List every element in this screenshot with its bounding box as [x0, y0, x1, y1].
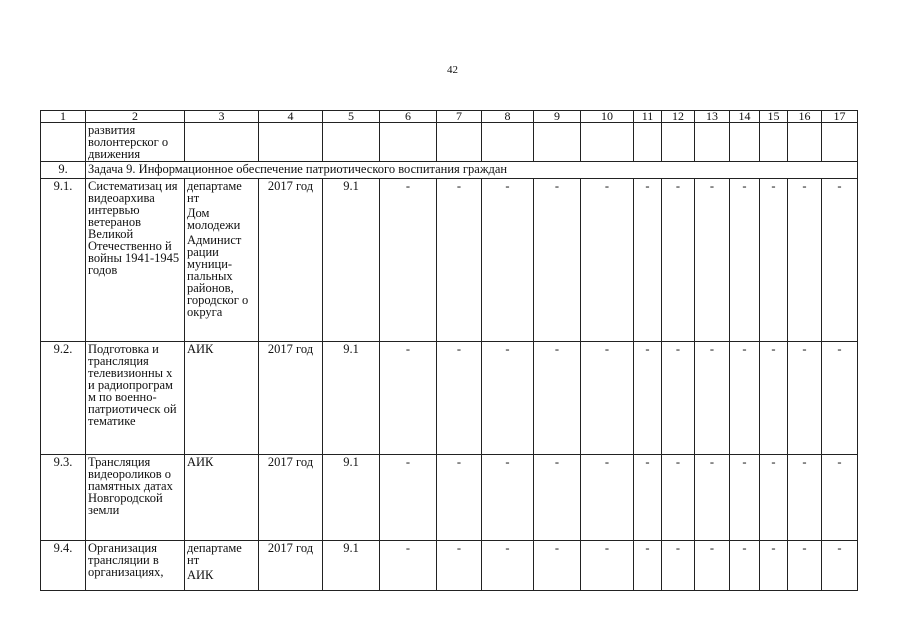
value-cell: - — [662, 342, 695, 455]
value-cell: - — [730, 455, 760, 541]
column-header: 12 — [662, 111, 695, 123]
executors-cell — [185, 455, 259, 541]
value-cell: - — [662, 455, 695, 541]
table-row — [41, 541, 858, 591]
column-header: 7 — [437, 111, 482, 123]
column-number-header-row — [41, 111, 858, 123]
table-row — [41, 342, 858, 455]
value-cell: - — [482, 342, 534, 455]
value-cell: - — [760, 342, 788, 455]
year: 2017 год — [259, 179, 323, 342]
value-cell: - — [822, 342, 858, 455]
task-row — [41, 162, 858, 179]
activity-name: Подготовка и трансляция телевизионны х и радиопрограм м по военно-патриотическ ой тематике — [86, 342, 185, 455]
value-cell: - — [437, 541, 482, 591]
value-cell: - — [534, 541, 581, 591]
value-cell: - — [437, 342, 482, 455]
row-number: 9.4. — [41, 541, 86, 591]
value-cell: - — [482, 455, 534, 541]
activity-name: Систематизац ия видеоархива интервью ветеранов Великой Отечественно й войны 1941-1945 годов — [86, 179, 185, 342]
activity-name: Трансляция видеороликов о памятных датах Новгородской земли — [86, 455, 185, 541]
year: 2017 год — [259, 541, 323, 591]
column-header: 16 — [788, 111, 822, 123]
table-row — [41, 179, 858, 342]
value-cell: - — [695, 179, 730, 342]
value-cell: - — [730, 541, 760, 591]
value-cell: - — [788, 455, 822, 541]
executors-cell — [185, 541, 259, 591]
value-cell: - — [380, 342, 437, 455]
value-cell: - — [822, 179, 858, 342]
value-cell: - — [822, 541, 858, 591]
activity-name: Организация трансляции в организациях, — [86, 541, 185, 591]
column-header: 9 — [534, 111, 581, 123]
value-cell: - — [695, 342, 730, 455]
value-cell: - — [788, 179, 822, 342]
continued-row — [41, 123, 858, 162]
value-cell: - — [634, 455, 662, 541]
value-cell: - — [437, 179, 482, 342]
value-cell: - — [437, 455, 482, 541]
column-header: 13 — [695, 111, 730, 123]
table-row — [41, 455, 858, 541]
target-indicator: 9.1 — [323, 179, 380, 342]
value-cell: - — [581, 342, 634, 455]
value-cell: - — [760, 541, 788, 591]
value-cell: - — [534, 342, 581, 455]
task-title: Задача 9. Информационное обеспечение патриотического воспитания граждан — [86, 162, 858, 179]
value-cell: - — [730, 342, 760, 455]
target-indicator: 9.1 — [323, 541, 380, 591]
page-number: 42 — [447, 64, 458, 76]
value-cell: - — [380, 541, 437, 591]
executor: АИК — [187, 342, 214, 356]
activities-table — [40, 110, 858, 591]
value-cell: - — [788, 342, 822, 455]
value-cell: - — [634, 541, 662, 591]
executor: департаме нт — [187, 541, 242, 567]
row-number: 9.3. — [41, 455, 86, 541]
value-cell: - — [662, 179, 695, 342]
value-cell: - — [482, 541, 534, 591]
executor: департаме нт — [187, 179, 242, 205]
column-header: 4 — [259, 111, 323, 123]
value-cell: - — [581, 179, 634, 342]
executors-cell — [185, 179, 259, 342]
executor: Дом молодежи — [187, 206, 241, 232]
value-cell: - — [634, 179, 662, 342]
column-header: 1 — [41, 111, 86, 123]
column-header: 17 — [822, 111, 858, 123]
column-header: 2 — [86, 111, 185, 123]
column-header: 6 — [380, 111, 437, 123]
value-cell: - — [730, 179, 760, 342]
row-number: 9.2. — [41, 342, 86, 455]
year: 2017 год — [259, 342, 323, 455]
value-cell: - — [634, 342, 662, 455]
value-cell: - — [581, 455, 634, 541]
value-cell: - — [695, 455, 730, 541]
column-header: 3 — [185, 111, 259, 123]
value-cell: - — [695, 541, 730, 591]
value-cell: - — [380, 455, 437, 541]
value-cell: - — [760, 455, 788, 541]
value-cell: - — [662, 541, 695, 591]
value-cell: - — [788, 541, 822, 591]
value-cell: - — [380, 179, 437, 342]
row-number: 9.1. — [41, 179, 86, 342]
value-cell: - — [760, 179, 788, 342]
continued-row-name: развития волонтерског о движения — [86, 123, 185, 162]
executor: АИК — [187, 455, 214, 469]
column-header: 11 — [634, 111, 662, 123]
executors-cell — [185, 342, 259, 455]
value-cell: - — [581, 541, 634, 591]
executor: Админист рации муници-пальных районов, городског о округа — [187, 233, 249, 319]
target-indicator: 9.1 — [323, 455, 380, 541]
value-cell: - — [482, 179, 534, 342]
column-header: 5 — [323, 111, 380, 123]
value-cell: - — [534, 179, 581, 342]
value-cell: - — [822, 455, 858, 541]
target-indicator: 9.1 — [323, 342, 380, 455]
value-cell: - — [534, 455, 581, 541]
task-number: 9. — [41, 162, 86, 179]
column-header: 8 — [482, 111, 534, 123]
column-header: 15 — [760, 111, 788, 123]
year: 2017 год — [259, 455, 323, 541]
executor: АИК — [187, 568, 214, 582]
column-header: 10 — [581, 111, 634, 123]
column-header: 14 — [730, 111, 760, 123]
